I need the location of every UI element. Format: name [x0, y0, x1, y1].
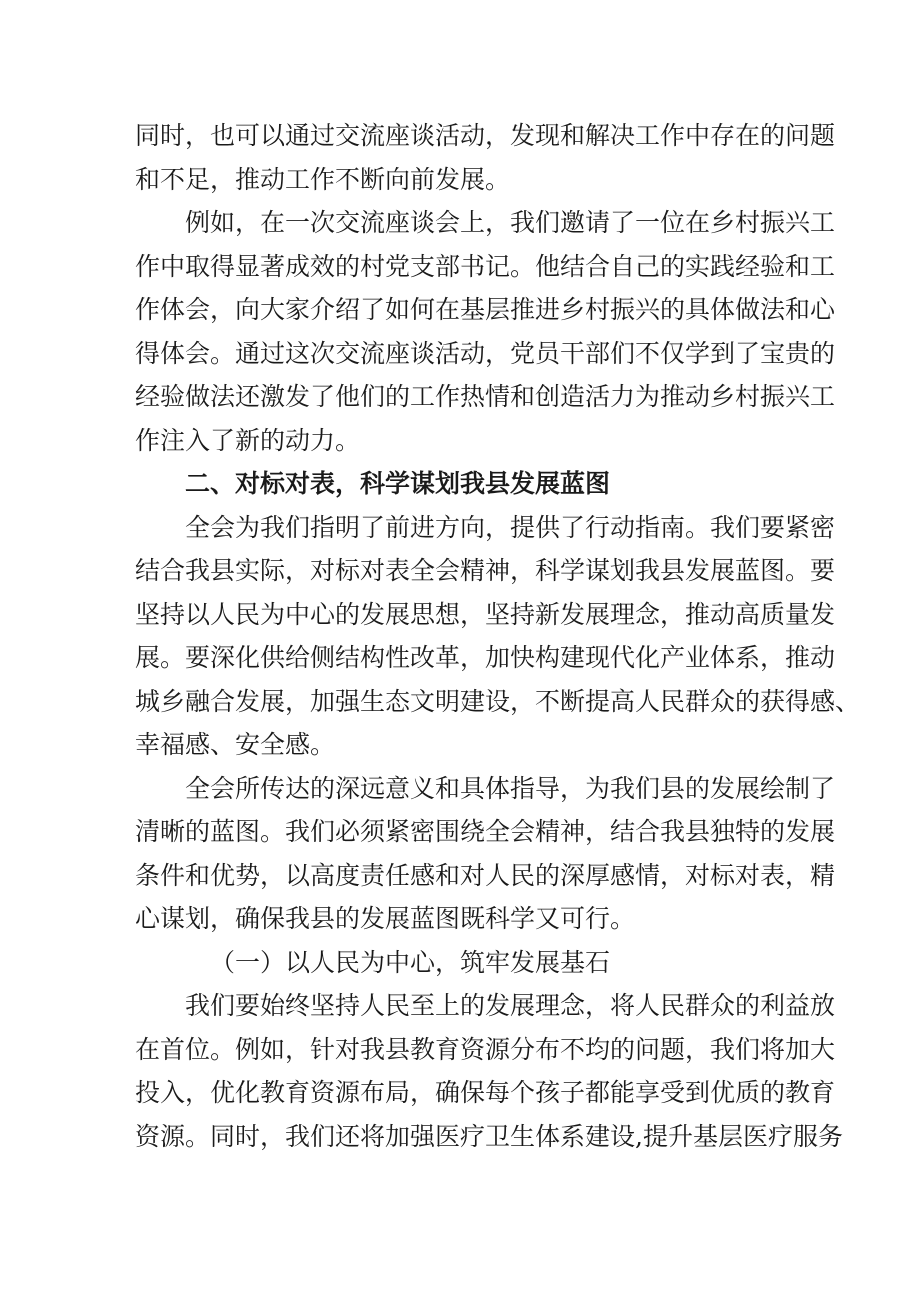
- paragraph-line: 作中取得显著成效的村党支部书记。他结合自己的实践经验和工: [135, 251, 836, 281]
- paragraph-line: 坚持以人民为中心的发展思想，坚持新发展理念，推动高质量发: [135, 599, 836, 629]
- paragraph-line: 我们要始终坚持人民至上的发展理念，将人民群众的利益放: [185, 991, 836, 1020]
- paragraph-line: 全会所传达的深远意义和具体指导，为我们县的发展绘制了: [185, 773, 836, 803]
- paragraph-line: 城乡融合发展，加强生态文明建设，不断提高人民群众的获得感、: [135, 686, 861, 716]
- paragraph-line: 投入，优化教育资源布局，确保每个孩子都能享受到优质的教育: [135, 1078, 836, 1107]
- paragraph-line: 全会为我们指明了前进方向，提供了行动指南。我们要紧密: [185, 512, 836, 542]
- paragraph-line: 同时，也可以通过交流座谈活动，发现和解决工作中存在的问题: [135, 121, 836, 150]
- paragraph-line: 结合我县实际，对标对表全会精神，科学谋划我县发展蓝图。要: [135, 556, 836, 585]
- paragraph-line: 例如，在一次交流座谈会上，我们邀请了一位在乡村振兴工: [185, 208, 836, 237]
- paragraph-line: 展。要深化供给侧结构性改革，加快构建现代化产业体系，推动: [135, 643, 836, 672]
- paragraph-line: 作注入了新的动力。: [135, 425, 361, 455]
- paragraph-line: 得体会。通过这次交流座谈活动，党员干部们不仅学到了宝贵的: [135, 338, 836, 368]
- paragraph-line: 和不足，推动工作不断向前发展。: [135, 164, 511, 194]
- paragraph-line: 经验做法还激发了他们的工作热情和创造活力为推动乡村振兴工: [135, 382, 836, 411]
- paragraph-line: 资源。同时，我们还将加强医疗卫生体系建设,提升基层医疗服务: [135, 1121, 843, 1151]
- paragraph-line: 清晰的蓝图。我们必须紧密围绕全会精神，结合我县独特的发展: [135, 817, 836, 846]
- paragraph-line: 幸福感、安全感。: [135, 730, 336, 759]
- paragraph-line: 心谋划，确保我县的发展蓝图既科学又可行。: [135, 904, 636, 933]
- document-body: [135, 114, 861, 1158]
- section-heading: 二、对标对表，科学谋划我县发展蓝图: [185, 469, 611, 498]
- subsection-heading: （一）以人民为中心，筑牢发展基石: [210, 947, 611, 977]
- paragraph-line: 在首位。例如，针对我县教育资源分布不均的问题，我们将加大: [135, 1034, 836, 1064]
- paragraph-line: 作体会，向大家介绍了如何在基层推进乡村振兴的具体做法和心: [135, 295, 836, 324]
- paragraph-line: 条件和优势，以高度责任感和对人民的深厚感情，对标对表，精: [135, 860, 836, 890]
